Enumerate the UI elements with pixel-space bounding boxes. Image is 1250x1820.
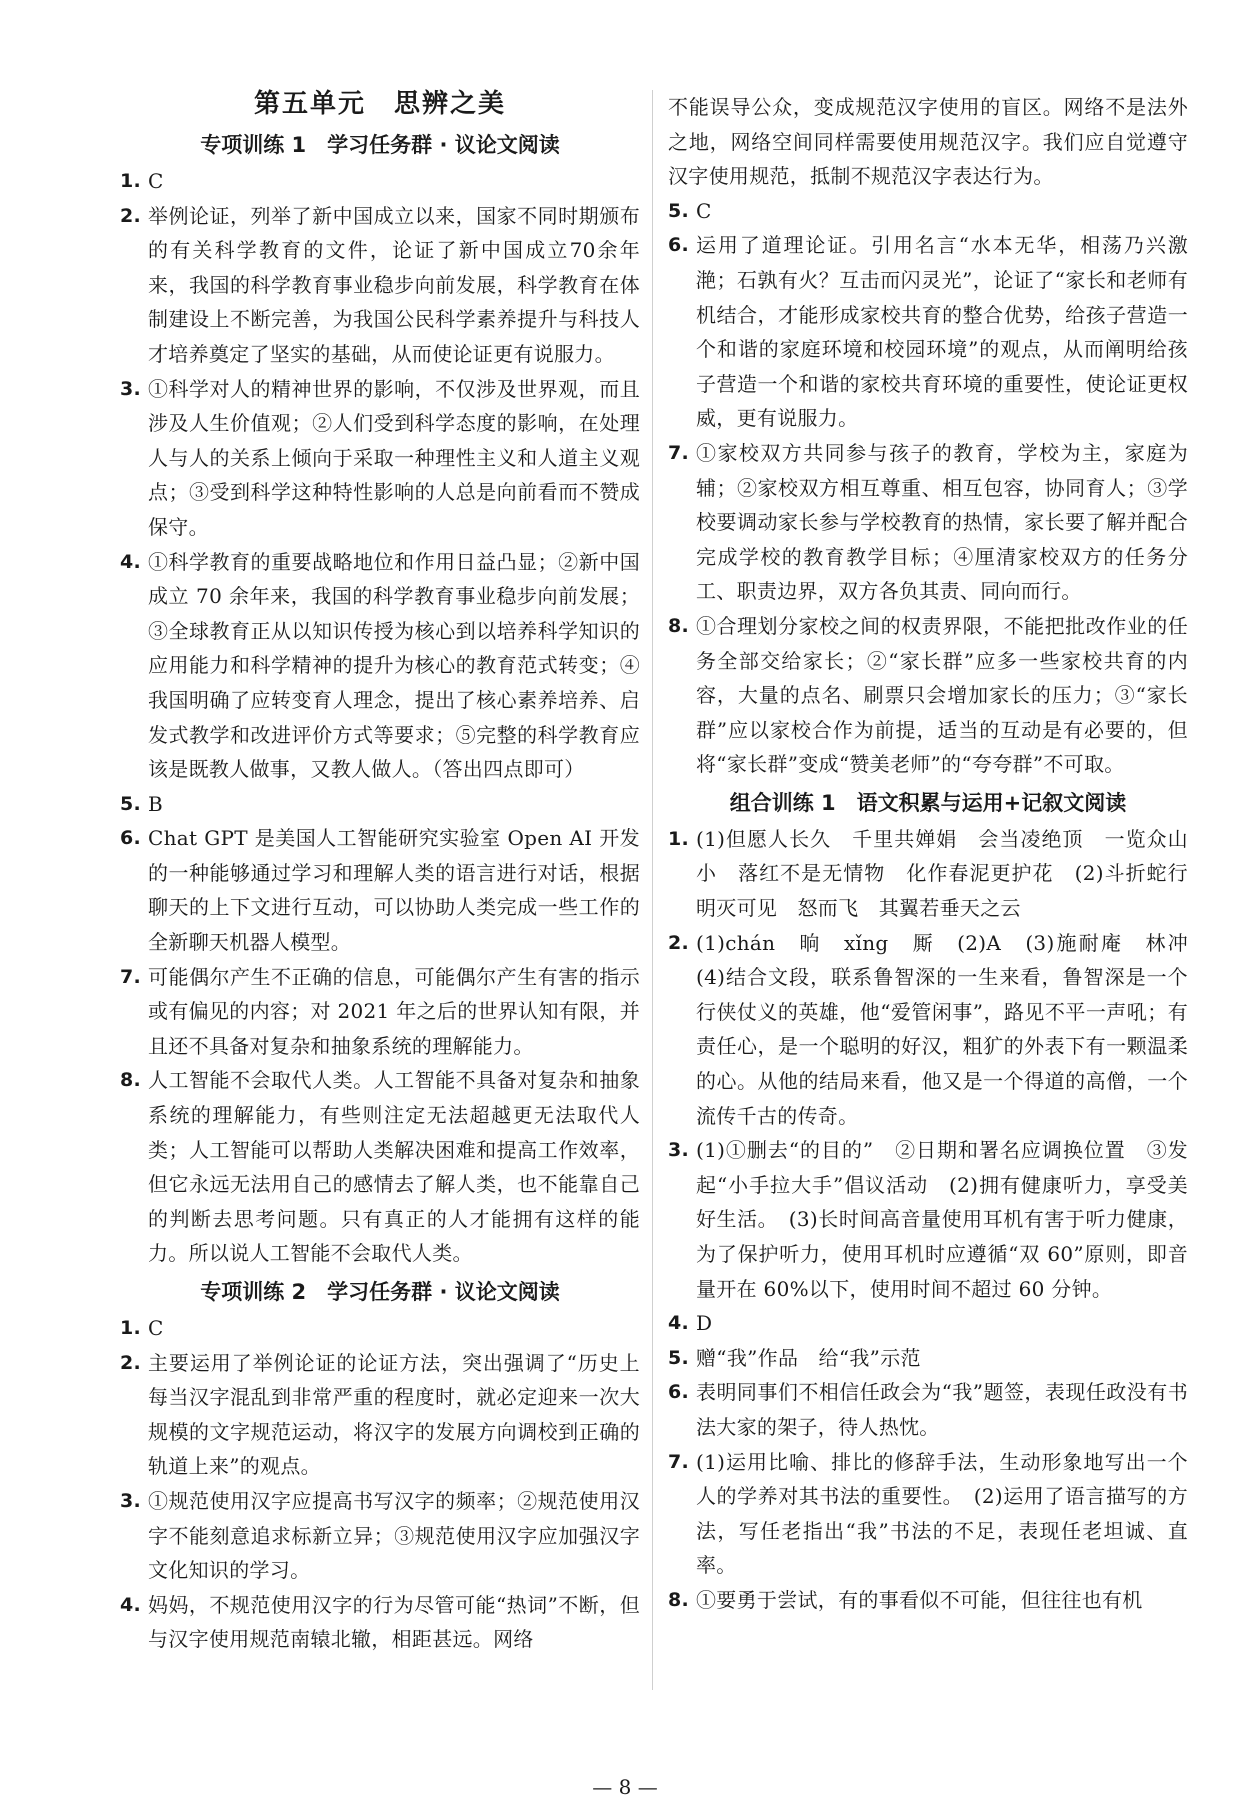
answer-item xyxy=(120,372,640,545)
left-column xyxy=(120,86,640,1657)
answer-number: 8. xyxy=(120,1069,142,1092)
answer-text: C xyxy=(696,198,712,223)
section-title-1: 专项训练 1 学习任务群 · 议论文阅读 xyxy=(200,133,560,157)
answer-text: 举例论证，列举了新中国成立以来，国家不同时期颁布的有关科学教育的文件，论证了新中国成立70余年来，我国的科学教育事业稳步向前发展，科学教育在体制建设上不断完善，为我国公民科学素养提升与科技人才培养奠定了坚实的基础，从而使论证更有说服力。 xyxy=(148,203,640,366)
answer-item xyxy=(668,436,1188,609)
answer-number: 8. xyxy=(668,1588,690,1611)
answer-text: ①科学教育的重要战略地位和作用日益凸显；②新中国成立 70 余年来，我国的科学教育事业稳步向前发展；③全球教育正从以知识传授为核心到以培养科学知识的应用能力和科学精神的提升为核心的教育范式转变；④我国明确了应转变育人理念，提出了核心素养培养、启发式教学和改进评价方式等要求；⑤完整的科学教育应该是既教人做事，又教人做人。（答出四点即可） xyxy=(148,549,640,782)
answer-number: 7. xyxy=(668,1450,690,1473)
answer-text: 表明同事们不相信任政会为“我”题签，表现任政没有书法大家的架子，待人热忱。 xyxy=(696,1380,1188,1439)
answer-item xyxy=(120,821,640,959)
answer-item xyxy=(120,199,640,372)
answer-item xyxy=(668,1133,1188,1306)
answer-number: 7. xyxy=(668,441,690,464)
answer-text: ①科学对人的精神世界的影响，不仅涉及世界观，而且涉及人生价值观；②人们受到科学态度的影响，在处理人与人的关系上倾向于采取一种理性主义和人道主义观点；③受到科学这种特性影响的人总是向前看而不赞成保守。 xyxy=(148,376,640,539)
answer-item xyxy=(668,194,1188,229)
answer-item xyxy=(120,1063,640,1271)
answer-number: 2. xyxy=(668,931,690,954)
answer-number: 3. xyxy=(668,1139,690,1162)
answer-number: 1. xyxy=(120,1317,142,1339)
answer-item xyxy=(120,545,640,787)
answer-number: 2. xyxy=(120,204,142,227)
answer-number: 7. xyxy=(120,965,142,988)
answer-text: ①合理划分家校之间的权责界限，不能把批改作业的任务全部交给家长；②“家长群”应多一些家校共育的内容，大量的点名、刷票只会增加家长的压力；③“家长群”应以家校合作为前提，适当的互动是有必要的，但将“家长群”变成“赞美老师”的“夸夸群”不可取。 xyxy=(696,613,1188,777)
answer-item xyxy=(120,1346,640,1484)
section-title-3: 组合训练 1 语文积累与运用+记叙文阅读 xyxy=(729,790,1127,815)
answer-number: 6. xyxy=(668,234,690,257)
answer-text: 赠“我”作品 给“我”示范 xyxy=(696,1345,921,1370)
answer-item xyxy=(120,787,640,822)
answer-number: 4. xyxy=(668,1312,690,1335)
answer-text: 可能偶尔产生不正确的信息，可能偶尔产生有害的指示或有偏见的内容；对 2021 年之后的世界认知有限，并且还不具备对复杂和抽象系统的理解能力。 xyxy=(148,964,640,1058)
answer-item xyxy=(120,1588,640,1657)
answer-item xyxy=(120,1311,640,1346)
answer-number: 3. xyxy=(120,377,142,400)
answer-text: B xyxy=(148,791,163,816)
answer-number: 2. xyxy=(120,1351,142,1374)
answer-text: Chat GPT 是美国人工智能研究实验室 Open AI 开发的一种能够通过学习和理解人类的语言进行对话，根据聊天的上下文进行互动，可以协助人类完成一些工作的全新聊天机器人模型。 xyxy=(148,826,640,955)
answer-number: 6. xyxy=(668,1381,690,1404)
answer-number: 4. xyxy=(120,1593,142,1616)
answer-item xyxy=(120,960,640,1064)
answer-number: 3. xyxy=(120,1489,142,1512)
unit-title: 第五单元 思辨之美 xyxy=(253,89,506,119)
answer-item xyxy=(668,926,1209,1134)
answer-text: ①家校双方共同参与孩子的教育，学校为主，家庭为辅；②家校双方相互尊重、相互包容，协同育人；③学校要调动家长参与学校教育的热情，家长要了解并配合完成学校的教育教学目标；④厘清家校双方的任务分工、职责边界，双方各负其责、同向而行。 xyxy=(696,440,1188,604)
answer-text: (1)①删去“的目的” ②日期和署名应调换位置 ③发起“小手拉大手”倡议活动 (2)拥有健康听力，享受美好生活。 (3)长时间高音量使用耳机有害于听力健康，为了保护听力，使用耳机时应遵循“双 60”原则，即音量开在 60%以下，使用时间不超过 60 分钟。 xyxy=(696,1138,1188,1301)
answer-text: 人工智能不会取代人类。人工智能不具备对复杂和抽象系统的理解能力，有些则注定无法超越更无法取代人类；人工智能可以帮助人类解决困难和提高工作效率，但它永远无法用自己的感情去了解人类，也不能靠自己的判断去思考问题。只有真正的人才能拥有这样的能力。所以说人工智能不会取代人类。 xyxy=(148,1068,640,1266)
right-column xyxy=(668,90,1209,1618)
answer-item xyxy=(668,1341,1188,1376)
answer-number: 5. xyxy=(120,792,142,815)
answer-text: 妈妈，不规范使用汉字的行为尽管可能“热词”不断，但与汉字使用规范南辕北辙，相距甚远。网络 xyxy=(148,1592,640,1652)
answer-text: D xyxy=(696,1311,713,1336)
column-divider xyxy=(652,90,653,1690)
answer-item xyxy=(668,822,1209,926)
answer-number: 5. xyxy=(668,1346,690,1369)
answer-text: C xyxy=(148,169,164,193)
answer-number: 5. xyxy=(668,199,690,222)
answer-item xyxy=(668,1375,1188,1444)
answer-text: 主要运用了举例论证的论证方法，突出强调了“历史上每当汉字混乱到非常严重的程度时，就必定迎来一次大规模的文字规范运动，将汉字的发展方向调校到正确的轨道上来”的观点。 xyxy=(148,1350,640,1479)
answer-item xyxy=(668,1306,1188,1341)
answer-continuation: 不能误导公众，变成规范汉字使用的盲区。网络不是法外之地，网络空间同样需要使用规范汉字。我们应自觉遵守汉字使用规范，抵制不规范汉字表达行为。 xyxy=(668,95,1188,189)
answer-item xyxy=(668,228,1188,436)
answer-item xyxy=(120,164,640,199)
answer-text: 运用了道理论证。引用名言“水本无华，相荡乃兴激滟；石孰有火？互击而闪灵光”，论证了“家长和老师有机结合，才能形成家校共育的整合优势，给孩子营造一个和谐的家庭环境和校园环境”的观点，从而阐明给孩子营造一个和谐的家校共育环境的重要性，使论证更权威，更有说服力。 xyxy=(696,233,1188,431)
answer-text: (1)但愿人长久 千里共婵娟 会当凌绝顶 一览众山小 落红不是无情物 化作春泥更护花 (2)斗折蛇行 明灭可见 怒而飞 其翼若垂天之云 xyxy=(696,826,1209,921)
answer-item xyxy=(668,1445,1188,1583)
answer-text: (1)chán 晌 xǐng 厮 (2)A (3)施耐庵 林冲 (4)结合文段，联系鲁智深的一生来看，鲁智深是一个行侠仗义的英雄，他“爱管闲事”，路见不平一声吼；有责任心，是一个聪明的好汉，粗犷的外表下有一颗温柔的心。从他的结局来看，他又是一个得道的高僧，一个流传千古的传奇。 xyxy=(696,930,1209,1128)
answer-number: 8. xyxy=(668,614,690,637)
page-number: — 8 — xyxy=(592,1775,658,1799)
answer-number: 1. xyxy=(668,827,690,850)
answer-text: ①要勇于尝试，有的事看似不可能，但往往也有机 xyxy=(696,1587,1143,1612)
answer-number: 4. xyxy=(120,550,142,573)
section-title-2: 专项训练 2 学习任务群 · 议论文阅读 xyxy=(200,1280,560,1304)
answer-number: 1. xyxy=(120,170,142,192)
answer-text: ①规范使用汉字应提高书写汉字的频率；②规范使用汉字不能刻意追求标新立异；③规范使用汉字应加强汉字文化知识的学习。 xyxy=(148,1488,640,1583)
answer-text: C xyxy=(148,1316,164,1340)
answer-text: (1)运用比喻、排比的修辞手法，生动形象地写出一个人的学养对其书法的重要性。 (2)运用了语言描写的方法，写任老指出“我”书法的不足，表现任老坦诚、直率。 xyxy=(696,1449,1188,1578)
answer-number: 6. xyxy=(120,827,142,850)
answer-item xyxy=(120,1484,640,1588)
answer-item xyxy=(668,1583,1188,1618)
answer-item xyxy=(668,609,1188,782)
